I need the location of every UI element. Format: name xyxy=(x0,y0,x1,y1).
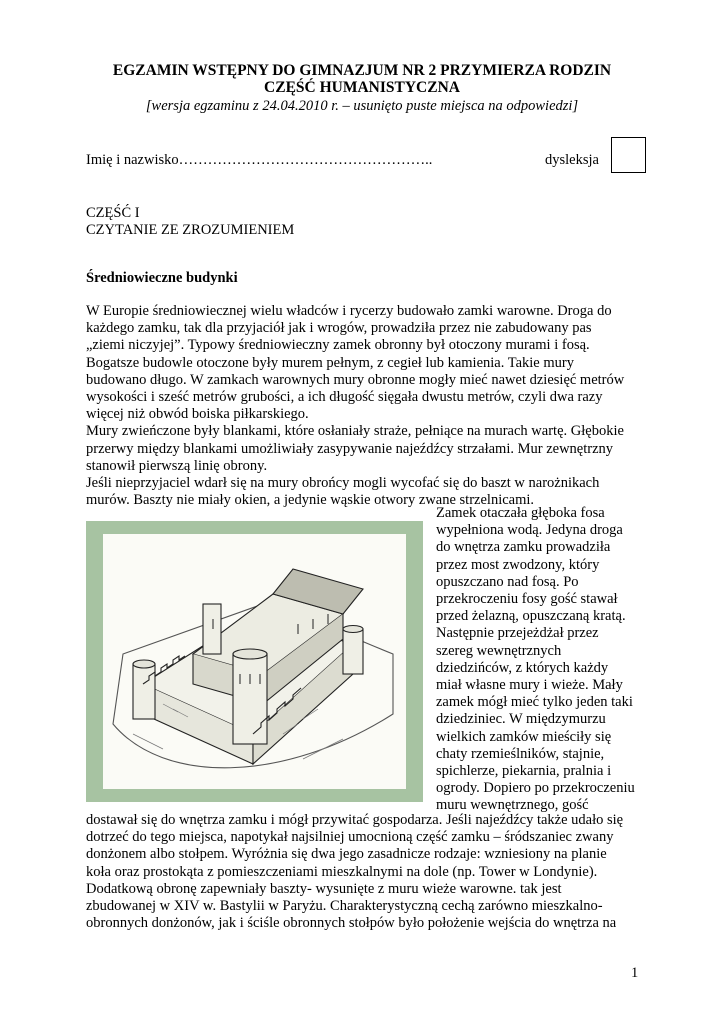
text-line: dostawał się do wnętrza zamku i mógł przywitać gospodarza. Jeśli najeźdźcy także udało się xyxy=(86,812,624,828)
text-line: stanowił pierwszą linię obrony. xyxy=(86,457,268,474)
name-field-label: Imię i nazwisko…………………………………………….. xyxy=(86,152,433,168)
text-line: Dodatkową obronę zapewniały baszty- wysunięte z muru wieże warowne. tak jest xyxy=(86,880,562,897)
exam-version-note: [wersja egzaminu z 24.04.2010 r. – usunięto puste miejsca na odpowiedzi] xyxy=(145,98,579,114)
text-line: miał własne mury i wieże. Mały xyxy=(436,677,623,694)
section-part: CZĘŚĆ I xyxy=(86,205,140,221)
text-line: Następnie przejeżdżał przez xyxy=(436,625,599,642)
text-line: Mury zwieńczone były blankami, które osłaniały straże, pełniące na murach wartę. Głębokie xyxy=(86,423,624,440)
text-line: chaty rzemieślników, stajnie, xyxy=(436,745,605,762)
text-line: spichlerze, piekarnia, pralnia i xyxy=(436,763,612,780)
text-line: zamek mógł mieć tylko jeden taki xyxy=(436,694,633,711)
text-line: przez most zwodzony, który xyxy=(436,556,600,573)
article-title: Średniowieczne budynki xyxy=(86,270,238,286)
article-paragraph-1 xyxy=(86,303,624,509)
castle-sketch xyxy=(103,534,406,789)
text-line: murów. Baszty nie miały okien, a jedynie wąskie otwory zwane strzelnicami. xyxy=(86,492,535,509)
exam-title: EGZAMIN WSTĘPNY DO GIMNAZJUM NR 2 PRZYMIERZA RODZIN xyxy=(112,62,612,79)
text-line: Jeśli nieprzyjaciel wdarł się na mury obrońcy mogli wycofać się do baszt w narożnikach xyxy=(86,475,600,492)
text-line: obronnych donżonów, jak i ściśle obronnych stołpów było położenie wejścia do wnętrza na xyxy=(86,915,617,932)
text-line: ogrody. Dopiero po przekroczeniu xyxy=(436,780,635,797)
text-line: szereg wewnętrznych xyxy=(436,642,562,659)
text-line: wypełniona wodą. Jedyna droga xyxy=(436,522,623,539)
text-line: przed żelazną, opuszczaną kratą. xyxy=(436,608,626,625)
castle-drawing-panel xyxy=(103,534,406,789)
text-line: więcej niż obwód boiska piłkarskiego. xyxy=(86,406,309,423)
exam-subject: CZĘŚĆ HUMANISTYCZNA xyxy=(264,79,460,96)
text-line: donżonem albo stołpem. Wyróżnia się dwa jego zasadnicze rodzaje: wzniesiony na planie xyxy=(86,846,607,863)
text-line: przerwy między blankami umożliwiały zasypywanie najeźdźcy strzałami. Mur zewnętrzny xyxy=(86,440,614,457)
text-line: do wnętrza zamku prowadziła xyxy=(436,539,611,556)
castle-illustration xyxy=(86,521,423,802)
dyslexia-checkbox[interactable] xyxy=(611,137,646,173)
text-line: W Europie średniowiecznej wielu władców i rycerzy budowało zamki warowne. Droga do xyxy=(86,303,612,319)
text-line: każdego zamku, tak dla przyjaciół jak i wrogów, prowadziła przez nie zabudowany pas xyxy=(86,320,592,337)
text-line: budowano długo. W zamkach warownych mury obronne mogły mieć nawet dziesięć metrów xyxy=(86,371,625,388)
text-line: Zamek otaczała głęboka fosa xyxy=(436,505,605,521)
text-line: przekroczeniu fosy gość stawał xyxy=(436,591,618,608)
text-line: dziedzińców, z których każdy xyxy=(436,659,609,676)
text-line: Bogatsze budowle otoczone były murem pełnym, z cegieł lub kamienia. Takie mury xyxy=(86,354,574,371)
dyslexia-label: dysleksja xyxy=(545,152,599,168)
text-line: dziedziniec. W międzymurzu xyxy=(436,711,606,728)
text-line: „ziemi niczyjej”. Typowy średniowieczny zamek obronny był otoczony murami i fosą. xyxy=(86,337,590,354)
text-line: dotrzeć do tego miejsca, napotykał najsilniej umocnioną część zamku – śródszaniec zwany xyxy=(86,829,614,846)
article-paragraph-continued xyxy=(86,812,623,932)
page-number: 1 xyxy=(631,965,639,981)
text-line: wielkich zamków mieściły się xyxy=(436,728,612,745)
text-line: muru wewnętrznego, gość xyxy=(436,797,589,814)
text-line: zbudowanej w XIV w. Bastylii w Paryżu. Charakterystyczną cechą zarówno mieszkalno- xyxy=(86,898,603,915)
section-name: CZYTANIE ZE ZROZUMIENIEM xyxy=(86,222,295,238)
article-side-column xyxy=(436,505,635,815)
text-line: opuszczano nad fosą. Po xyxy=(436,573,579,590)
text-line: koła oraz prostokąta z pomieszczeniami mieszkalnymi na dole (np. Tower w Londynie). xyxy=(86,863,598,880)
text-line: wysokości i sześć metrów grubości, a ich długość sięgała dwustu metrów, czyli dwa razy xyxy=(86,389,603,406)
